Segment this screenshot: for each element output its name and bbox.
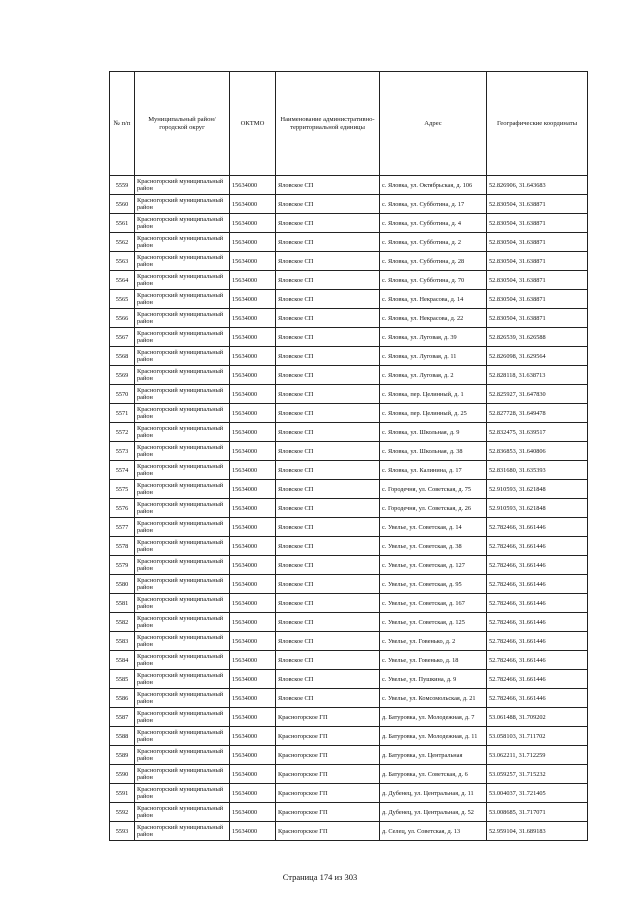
address-cell: с. Яловка, ул. Луговая, д. 39: [380, 328, 487, 347]
row-number: 5589: [110, 746, 135, 765]
row-number: 5592: [110, 803, 135, 822]
oktmo-cell: 15634000: [230, 651, 276, 670]
oktmo-cell: 15634000: [230, 309, 276, 328]
district-cell: Красногорский муниципальный район: [135, 214, 230, 233]
district-cell: Красногорский муниципальный район: [135, 822, 230, 841]
unit-cell: Яловское СП: [276, 328, 380, 347]
address-registry-table: [109, 71, 588, 841]
coords-cell: 52.831680, 31.635393: [487, 461, 588, 480]
oktmo-cell: 15634000: [230, 461, 276, 480]
row-number: 5590: [110, 765, 135, 784]
row-number: 5568: [110, 347, 135, 366]
unit-cell: Яловское СП: [276, 176, 380, 195]
district-cell: Красногорский муниципальный район: [135, 651, 230, 670]
header-oktmo: ОКТМО: [230, 72, 276, 176]
address-cell: с. Городечня, ул. Советская, д. 75: [380, 480, 487, 499]
oktmo-cell: 15634000: [230, 271, 276, 290]
unit-cell: Красногорское ГП: [276, 727, 380, 746]
address-cell: с. Яловка, пер. Целинный, д. 25: [380, 404, 487, 423]
oktmo-cell: 15634000: [230, 822, 276, 841]
district-cell: Красногорский муниципальный район: [135, 727, 230, 746]
unit-cell: Красногорское ГП: [276, 822, 380, 841]
unit-cell: Красногорское ГП: [276, 765, 380, 784]
table-row: [110, 271, 588, 290]
address-cell: с. Увелье, ул. Советская, д. 127: [380, 556, 487, 575]
unit-cell: Яловское СП: [276, 689, 380, 708]
oktmo-cell: 15634000: [230, 556, 276, 575]
district-cell: Красногорский муниципальный район: [135, 784, 230, 803]
table-row: [110, 613, 588, 632]
district-cell: Красногорский муниципальный район: [135, 803, 230, 822]
address-cell: д. Батуровка, ул. Советская, д. 6: [380, 765, 487, 784]
district-cell: Красногорский муниципальный район: [135, 328, 230, 347]
address-cell: с. Увелье, ул. Комсомольская, д. 21: [380, 689, 487, 708]
address-cell: д. Батуровка, ул. Молодежная, д. 11: [380, 727, 487, 746]
district-cell: Красногорский муниципальный район: [135, 708, 230, 727]
coords-cell: 52.826906, 31.643683: [487, 176, 588, 195]
address-cell: с. Яловка, ул. Субботина, д. 4: [380, 214, 487, 233]
unit-cell: Яловское СП: [276, 613, 380, 632]
unit-cell: Яловское СП: [276, 632, 380, 651]
oktmo-cell: 15634000: [230, 708, 276, 727]
address-cell: с. Яловка, ул. Луговая, д. 11: [380, 347, 487, 366]
unit-cell: Яловское СП: [276, 366, 380, 385]
table-row: [110, 689, 588, 708]
address-cell: с. Увелье, ул. Советская, д. 14: [380, 518, 487, 537]
district-cell: Красногорский муниципальный район: [135, 385, 230, 404]
oktmo-cell: 15634000: [230, 803, 276, 822]
coords-cell: 52.828118, 31.638713: [487, 366, 588, 385]
address-cell: с. Яловка, ул. Школьная, д. 9: [380, 423, 487, 442]
coords-cell: 52.910593, 31.621848: [487, 499, 588, 518]
district-cell: Красногорский муниципальный район: [135, 689, 230, 708]
oktmo-cell: 15634000: [230, 366, 276, 385]
district-cell: Красногорский муниципальный район: [135, 556, 230, 575]
address-cell: д. Селец, ул. Советская, д. 13: [380, 822, 487, 841]
row-number: 5579: [110, 556, 135, 575]
address-cell: с. Яловка, пер. Целинный, д. 1: [380, 385, 487, 404]
unit-cell: Яловское СП: [276, 518, 380, 537]
coords-cell: 53.061488, 31.709202: [487, 708, 588, 727]
table-row: [110, 765, 588, 784]
address-cell: с. Увелье, ул. Советская, д. 167: [380, 594, 487, 613]
oktmo-cell: 15634000: [230, 765, 276, 784]
unit-cell: Яловское СП: [276, 404, 380, 423]
row-number: 5578: [110, 537, 135, 556]
table-row: [110, 214, 588, 233]
row-number: 5586: [110, 689, 135, 708]
table-row: [110, 423, 588, 442]
coords-cell: 52.782466, 31.661446: [487, 537, 588, 556]
table-row: [110, 404, 588, 423]
row-number: 5583: [110, 632, 135, 651]
row-number: 5582: [110, 613, 135, 632]
coords-cell: 52.830504, 31.638871: [487, 214, 588, 233]
header-num: № п/п: [110, 72, 135, 176]
district-cell: Красногорский муниципальный район: [135, 309, 230, 328]
coords-cell: 52.782466, 31.661446: [487, 556, 588, 575]
address-cell: с. Яловка, ул. Субботина, д. 70: [380, 271, 487, 290]
district-cell: Красногорский муниципальный район: [135, 746, 230, 765]
district-cell: Красногорский муниципальный район: [135, 233, 230, 252]
unit-cell: Яловское СП: [276, 214, 380, 233]
district-cell: Красногорский муниципальный район: [135, 290, 230, 309]
table-header-row: [110, 72, 588, 176]
coords-cell: 52.782466, 31.661446: [487, 651, 588, 670]
unit-cell: Яловское СП: [276, 347, 380, 366]
coords-cell: 53.008685, 31.717071: [487, 803, 588, 822]
oktmo-cell: 15634000: [230, 480, 276, 499]
unit-cell: Яловское СП: [276, 594, 380, 613]
coords-cell: 52.830504, 31.638871: [487, 252, 588, 271]
table-row: [110, 822, 588, 841]
district-cell: Красногорский муниципальный район: [135, 461, 230, 480]
page-number: Страница 174 из 303: [282, 872, 358, 882]
address-cell: с. Увелье, ул. Пушкина, д. 9: [380, 670, 487, 689]
row-number: 5563: [110, 252, 135, 271]
unit-cell: Яловское СП: [276, 252, 380, 271]
unit-cell: Красногорское ГП: [276, 746, 380, 765]
row-number: 5569: [110, 366, 135, 385]
oktmo-cell: 15634000: [230, 290, 276, 309]
oktmo-cell: 15634000: [230, 537, 276, 556]
district-cell: Красногорский муниципальный район: [135, 499, 230, 518]
unit-cell: Красногорское ГП: [276, 784, 380, 803]
coords-cell: 52.825927, 31.647830: [487, 385, 588, 404]
table-row: [110, 556, 588, 575]
district-cell: Красногорский муниципальный район: [135, 347, 230, 366]
unit-cell: Яловское СП: [276, 670, 380, 689]
coords-cell: 52.782466, 31.661446: [487, 613, 588, 632]
address-cell: с. Яловка, ул. Некрасова, д. 22: [380, 309, 487, 328]
table-row: [110, 575, 588, 594]
address-cell: с. Городечня, ул. Советская, д. 26: [380, 499, 487, 518]
coords-cell: 52.830504, 31.638871: [487, 290, 588, 309]
coords-cell: 53.062211, 31.712259: [487, 746, 588, 765]
address-cell: с. Увелье, ул. Говенько, д. 18: [380, 651, 487, 670]
coords-cell: 52.832475, 31.639517: [487, 423, 588, 442]
coords-cell: 52.782466, 31.661446: [487, 670, 588, 689]
oktmo-cell: 15634000: [230, 252, 276, 271]
district-cell: Красногорский муниципальный район: [135, 252, 230, 271]
address-cell: д. Батуровка, ул. Молодежная, д. 7: [380, 708, 487, 727]
district-cell: Красногорский муниципальный район: [135, 423, 230, 442]
oktmo-cell: 15634000: [230, 499, 276, 518]
oktmo-cell: 15634000: [230, 670, 276, 689]
table-body: [110, 176, 588, 841]
coords-cell: 53.059257, 31.715232: [487, 765, 588, 784]
coords-cell: 52.782466, 31.661446: [487, 518, 588, 537]
table-row: [110, 803, 588, 822]
row-number: 5559: [110, 176, 135, 195]
oktmo-cell: 15634000: [230, 214, 276, 233]
table-row: [110, 309, 588, 328]
table-row: [110, 442, 588, 461]
row-number: 5574: [110, 461, 135, 480]
oktmo-cell: 15634000: [230, 347, 276, 366]
row-number: 5562: [110, 233, 135, 252]
row-number: 5571: [110, 404, 135, 423]
oktmo-cell: 15634000: [230, 727, 276, 746]
unit-cell: Яловское СП: [276, 233, 380, 252]
district-cell: Красногорский муниципальный район: [135, 632, 230, 651]
coords-cell: 52.782466, 31.661446: [487, 632, 588, 651]
unit-cell: Яловское СП: [276, 651, 380, 670]
oktmo-cell: 15634000: [230, 575, 276, 594]
table-row: [110, 290, 588, 309]
district-cell: Красногорский муниципальный район: [135, 518, 230, 537]
table-row: [110, 176, 588, 195]
district-cell: Красногорский муниципальный район: [135, 176, 230, 195]
oktmo-cell: 15634000: [230, 746, 276, 765]
row-number: 5587: [110, 708, 135, 727]
table-row: [110, 366, 588, 385]
row-number: 5593: [110, 822, 135, 841]
unit-cell: Красногорское ГП: [276, 803, 380, 822]
address-cell: с. Увелье, ул. Советская, д. 95: [380, 575, 487, 594]
row-number: 5585: [110, 670, 135, 689]
unit-cell: Яловское СП: [276, 271, 380, 290]
district-cell: Красногорский муниципальный район: [135, 480, 230, 499]
address-cell: д. Дубенец, ул. Центральная, д. 11: [380, 784, 487, 803]
unit-cell: Яловское СП: [276, 195, 380, 214]
address-cell: с. Яловка, ул. Калинина, д. 17: [380, 461, 487, 480]
row-number: 5565: [110, 290, 135, 309]
oktmo-cell: 15634000: [230, 233, 276, 252]
row-number: 5573: [110, 442, 135, 461]
coords-cell: 52.830504, 31.638871: [487, 309, 588, 328]
address-cell: с. Яловка, ул. Субботина, д. 28: [380, 252, 487, 271]
coords-cell: 52.827728, 31.649478: [487, 404, 588, 423]
address-cell: с. Яловка, ул. Некрасова, д. 14: [380, 290, 487, 309]
oktmo-cell: 15634000: [230, 784, 276, 803]
table-row: [110, 518, 588, 537]
table-row: [110, 195, 588, 214]
table-row: [110, 252, 588, 271]
district-cell: Красногорский муниципальный район: [135, 575, 230, 594]
oktmo-cell: 15634000: [230, 423, 276, 442]
oktmo-cell: 15634000: [230, 442, 276, 461]
row-number: 5572: [110, 423, 135, 442]
coords-cell: 52.830504, 31.638871: [487, 195, 588, 214]
address-cell: с. Увелье, ул. Советская, д. 125: [380, 613, 487, 632]
row-number: 5566: [110, 309, 135, 328]
oktmo-cell: 15634000: [230, 195, 276, 214]
oktmo-cell: 15634000: [230, 689, 276, 708]
district-cell: Красногорский муниципальный район: [135, 670, 230, 689]
table-row: [110, 328, 588, 347]
unit-cell: Яловское СП: [276, 423, 380, 442]
oktmo-cell: 15634000: [230, 632, 276, 651]
coords-cell: 52.959104, 31.689183: [487, 822, 588, 841]
coords-cell: 52.830504, 31.638871: [487, 271, 588, 290]
row-number: 5591: [110, 784, 135, 803]
unit-cell: Яловское СП: [276, 442, 380, 461]
coords-cell: 53.058103, 31.711702: [487, 727, 588, 746]
unit-cell: Яловское СП: [276, 556, 380, 575]
unit-cell: Яловское СП: [276, 575, 380, 594]
row-number: 5580: [110, 575, 135, 594]
row-number: 5584: [110, 651, 135, 670]
coords-cell: 52.826098, 31.629564: [487, 347, 588, 366]
oktmo-cell: 15634000: [230, 518, 276, 537]
row-number: 5581: [110, 594, 135, 613]
row-number: 5577: [110, 518, 135, 537]
table-row: [110, 746, 588, 765]
address-cell: д. Батуровка, ул. Центральная: [380, 746, 487, 765]
district-cell: Красногорский муниципальный район: [135, 195, 230, 214]
district-cell: Красногорский муниципальный район: [135, 613, 230, 632]
coords-cell: 52.910593, 31.621848: [487, 480, 588, 499]
table-row: [110, 594, 588, 613]
table-row: [110, 499, 588, 518]
coords-cell: 52.830504, 31.638871: [487, 233, 588, 252]
table-row: [110, 632, 588, 651]
table-row: [110, 537, 588, 556]
unit-cell: Яловское СП: [276, 537, 380, 556]
table-row: [110, 233, 588, 252]
oktmo-cell: 15634000: [230, 328, 276, 347]
table-row: [110, 670, 588, 689]
address-cell: с. Яловка, ул. Субботина, д. 17: [380, 195, 487, 214]
row-number: 5564: [110, 271, 135, 290]
unit-cell: Яловское СП: [276, 385, 380, 404]
address-cell: с. Увелье, ул. Говенько, д. 2: [380, 632, 487, 651]
row-number: 5567: [110, 328, 135, 347]
address-cell: с. Яловка, ул. Субботина, д. 2: [380, 233, 487, 252]
unit-cell: Яловское СП: [276, 499, 380, 518]
unit-cell: Яловское СП: [276, 309, 380, 328]
district-cell: Красногорский муниципальный район: [135, 404, 230, 423]
address-cell: с. Яловка, ул. Луговая, д. 2: [380, 366, 487, 385]
row-number: 5570: [110, 385, 135, 404]
oktmo-cell: 15634000: [230, 594, 276, 613]
oktmo-cell: 15634000: [230, 385, 276, 404]
row-number: 5561: [110, 214, 135, 233]
header-coords: Географические координаты: [487, 72, 588, 176]
table-row: [110, 461, 588, 480]
row-number: 5576: [110, 499, 135, 518]
header-address: Адрес: [380, 72, 487, 176]
coords-cell: 52.782466, 31.661446: [487, 575, 588, 594]
header-unit: Наименование административно-территориальной единицы: [276, 72, 380, 176]
table-row: [110, 784, 588, 803]
table-row: [110, 480, 588, 499]
table-row: [110, 651, 588, 670]
address-cell: с. Яловка, ул. Школьная, д. 38: [380, 442, 487, 461]
district-cell: Красногорский муниципальный район: [135, 537, 230, 556]
table-row: [110, 727, 588, 746]
coords-cell: 52.836853, 31.640806: [487, 442, 588, 461]
address-cell: с. Яловка, ул. Октябрьская, д. 106: [380, 176, 487, 195]
row-number: 5560: [110, 195, 135, 214]
coords-cell: 52.826539, 31.626588: [487, 328, 588, 347]
district-cell: Красногорский муниципальный район: [135, 442, 230, 461]
district-cell: Красногорский муниципальный район: [135, 765, 230, 784]
table-row: [110, 708, 588, 727]
table-row: [110, 385, 588, 404]
unit-cell: Яловское СП: [276, 480, 380, 499]
unit-cell: Яловское СП: [276, 290, 380, 309]
oktmo-cell: 15634000: [230, 613, 276, 632]
oktmo-cell: 15634000: [230, 176, 276, 195]
coords-cell: 52.782466, 31.661446: [487, 594, 588, 613]
table-row: [110, 347, 588, 366]
district-cell: Красногорский муниципальный район: [135, 366, 230, 385]
unit-cell: Красногорское ГП: [276, 708, 380, 727]
unit-cell: Яловское СП: [276, 461, 380, 480]
row-number: 5575: [110, 480, 135, 499]
oktmo-cell: 15634000: [230, 404, 276, 423]
address-cell: д. Дубенец, ул. Центральная, д. 52: [380, 803, 487, 822]
coords-cell: 52.782466, 31.661446: [487, 689, 588, 708]
district-cell: Красногорский муниципальный район: [135, 271, 230, 290]
coords-cell: 53.004037, 31.721405: [487, 784, 588, 803]
header-district: Муниципальный район/городской округ: [135, 72, 230, 176]
address-cell: с. Увелье, ул. Советская, д. 38: [380, 537, 487, 556]
row-number: 5588: [110, 727, 135, 746]
district-cell: Красногорский муниципальный район: [135, 594, 230, 613]
